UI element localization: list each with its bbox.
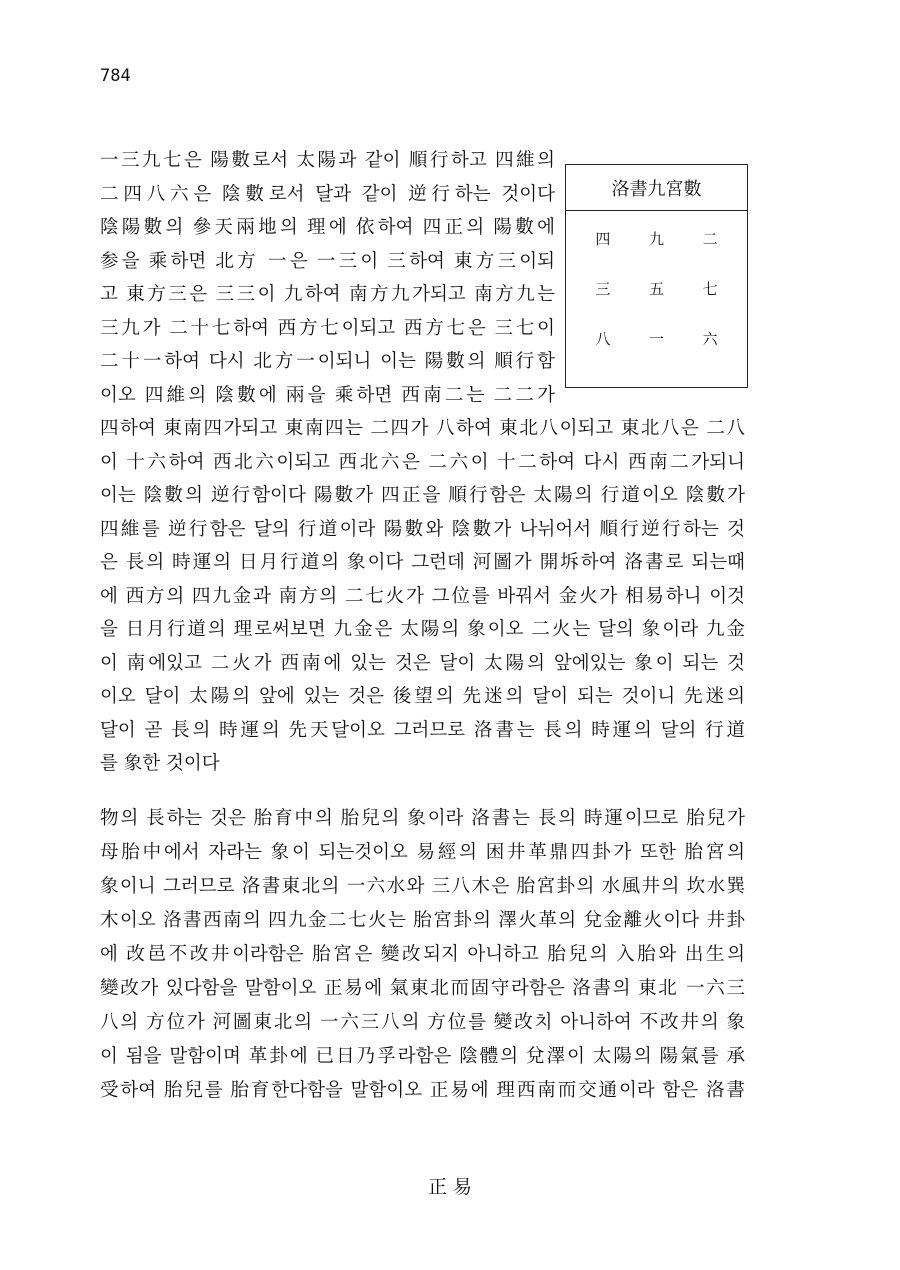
text-line: 이는 陰數의 逆行함이다 陽數가 四正을 順行함은 太陽의 行道이오 陰數가 <box>100 485 745 506</box>
grid-cell: 九 <box>648 230 664 248</box>
text-line: 變改가 있다함을 말함이오 正易에 氣東北而固守라함은 洛書의 東北 一六三 <box>100 978 745 999</box>
text-line: 이 南에있고 二火가 西南에 있는 것은 달이 太陽의 앞에있는 象이 되는 것 <box>100 652 745 674</box>
text-line: 이 十六하여 西北六이되고 西北六은 二六이 十二하여 다시 西南二가되니 <box>100 451 745 473</box>
grid-cell: 三 <box>595 280 611 298</box>
grid-cell: 七 <box>702 280 718 298</box>
text-line: 三九가 二十七하여 西方七이되고 西方七은 三七이 <box>100 317 555 339</box>
paragraph-2 <box>100 802 745 1108</box>
luoshu-nine-palace-diagram <box>565 164 748 388</box>
text-line: 八의 方位가 河圖東北의 一六三八의 方位를 變改치 아니하여 不改井의 象 <box>100 1012 745 1033</box>
text-line: 이오 四維의 陰數에 兩을 乘하면 西南二는 二二가 <box>100 384 555 406</box>
text-line: 二十一하여 다시 北方一이되니 이는 陽數의 順行함 <box>100 351 555 372</box>
text-line: 二四八六은 陰數로서 달과 같이 逆行하는 것이다 <box>100 183 555 205</box>
text-line: 四維를 逆行함은 달의 行道이라 陽數와 陰數가 나뉘어서 順行逆行하는 것 <box>100 518 745 540</box>
text-line: 木이오 洛書西南의 四九金二七火는 胎宮卦의 澤火革의 兌金離火이다 井卦 <box>100 910 745 931</box>
text-line: 에 西方의 四九金과 南方의 二七火가 그位를 바꿔서 金火가 相易하니 이것 <box>100 585 745 607</box>
text-line: 고 東方三은 三三이 九하여 南方九가되고 南方九는 <box>100 284 555 305</box>
text-line: 四하여 東南四가되고 東南四는 二四가 八하여 東北八이되고 東北八은 二八 <box>100 418 745 439</box>
text-line: 이 됨을 말함이며 革卦에 已日乃孚라함은 陰體의 兌澤이 太陽의 陽氣를 承 <box>100 1046 745 1067</box>
grid-cell: 五 <box>648 280 664 298</box>
page-number: 784 <box>100 66 131 86</box>
text-line: 에 改邑不改井이라함은 胎宮은 變改되지 아니하고 胎兒의 入胎와 出生의 <box>100 944 745 965</box>
grid-cell: 四 <box>595 230 611 248</box>
text-line: 物의 長하는 것은 胎育中의 胎兒의 象이라 洛書는 長의 時運이므로 胎兒가 <box>100 808 745 829</box>
grid-cell: 六 <box>702 330 718 348</box>
grid-cell: 一 <box>648 330 664 348</box>
text-line: 母胎中에서 자라는 象이 되는것이오 易經의 困井革鼎四卦가 또한 胎宮의 <box>100 842 745 863</box>
diagram-grid <box>566 211 747 369</box>
text-line: 달이 곧 長의 時運의 先天달이오 그러므로 洛書는 長의 時運의 달의 行道 <box>100 719 745 741</box>
text-line: 을 日月行道의 理로써보면 九金은 太陽의 象이오 二火는 달의 象이라 九金 <box>100 619 745 640</box>
text-line: 陰陽數의 參天兩地의 理에 依하여 四正의 陽數에 <box>100 217 555 238</box>
grid-cell: 二 <box>702 230 718 248</box>
text-line: 이오 달이 太陽의 앞에 있는 것은 後望의 先迷의 달이 되는 것이니 先迷의 <box>100 686 745 707</box>
text-line: 参을 乘하면 北方 一은 一三이 三하여 東方三이되 <box>100 250 555 272</box>
text-line: 一三九七은 陽數로서 太陽과 같이 順行하고 四維의 <box>100 150 555 171</box>
grid-cell: 八 <box>595 330 611 348</box>
diagram-title: 洛書九宮數 <box>566 165 747 211</box>
text-line: 象이니 그러므로 洛書東北의 一六水와 三八木은 胎宮卦의 水風井의 坎水巽 <box>100 876 745 897</box>
text-line: 를 象한 것이다 <box>100 753 220 774</box>
running-footer: 正 易 <box>427 1176 473 1198</box>
text-line: 受하여 胎兒를 胎育한다함을 말함이오 正易에 理西南而交通이라 함은 洛書 <box>100 1080 745 1101</box>
text-line: 은 長의 時運의 日月行道의 象이다 그런데 河圖가 開坼하여 洛書로 되는때 <box>100 552 745 573</box>
